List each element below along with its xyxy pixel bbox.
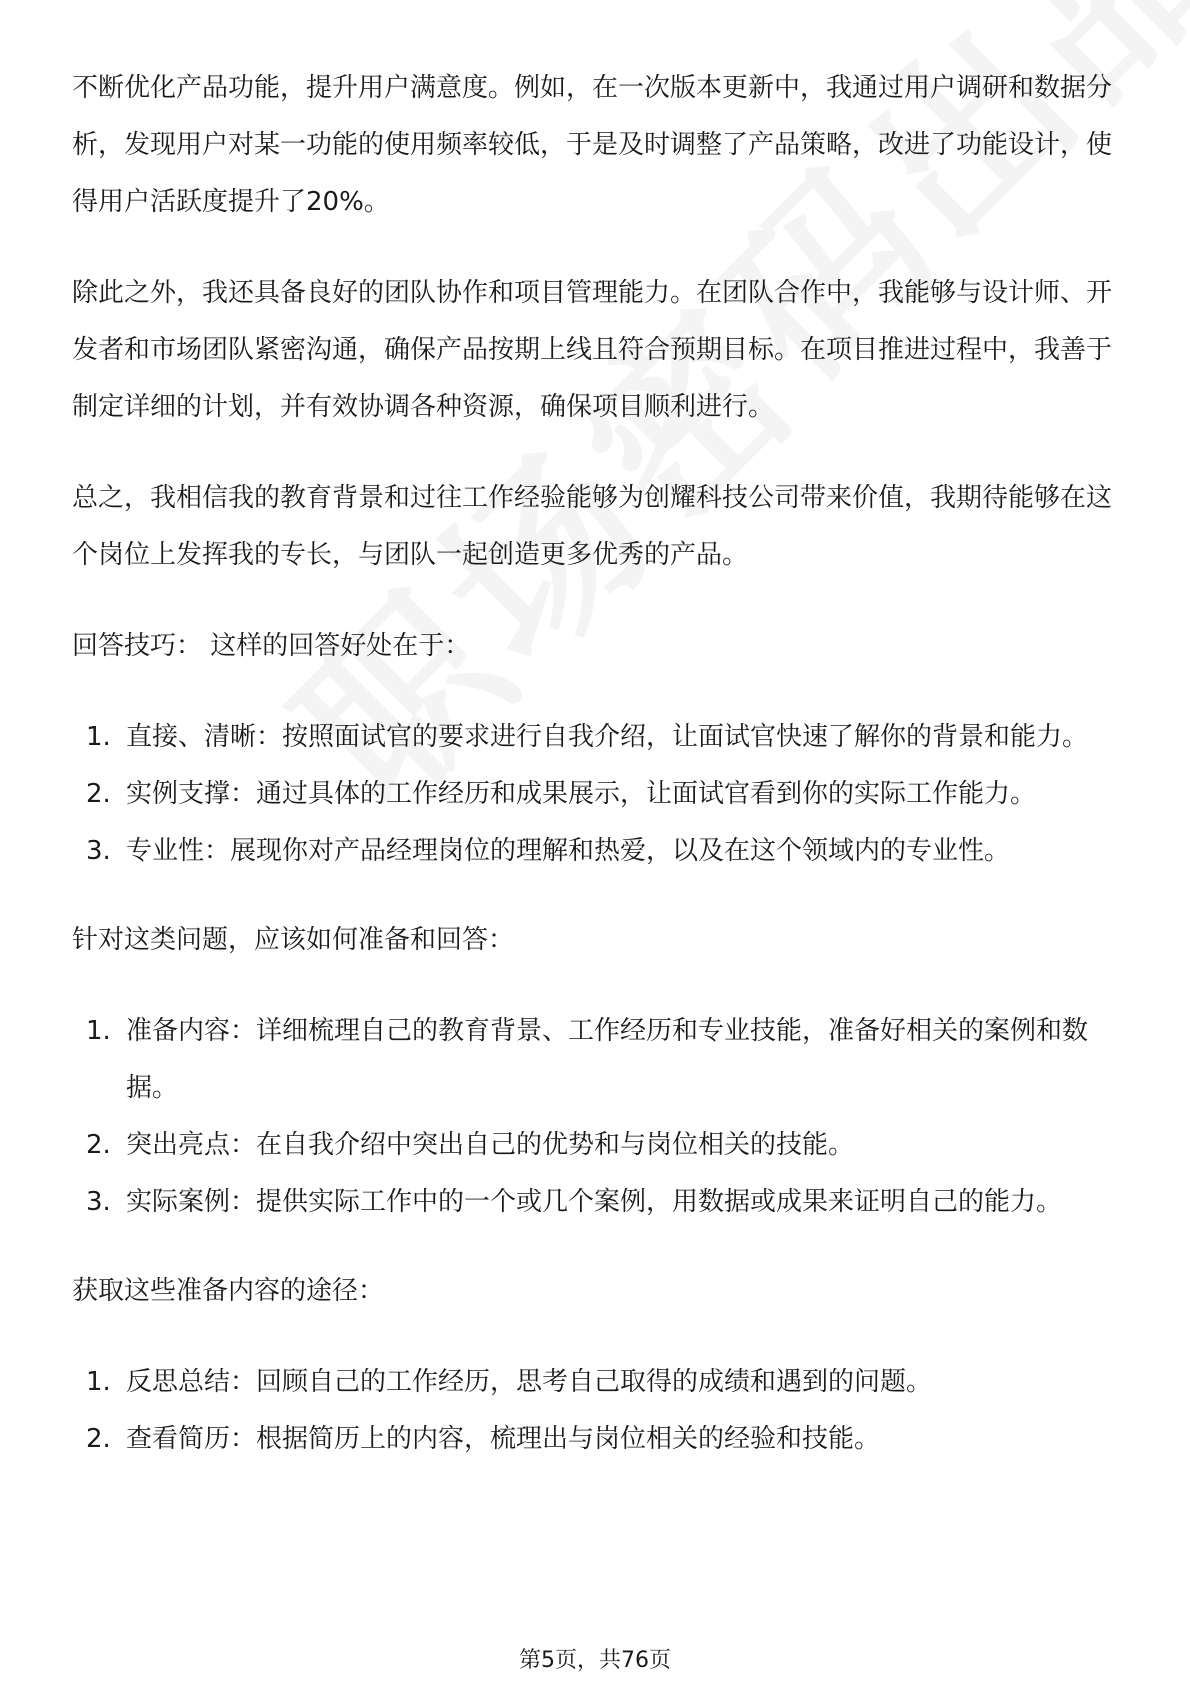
list-item	[72, 766, 1122, 823]
tips-list	[72, 709, 1122, 880]
list-item	[72, 1411, 1122, 1468]
list-number: 3.	[86, 1187, 111, 1217]
list-text: 查看简历：根据简历上的内容，梳理出与岗位相关的经验和技能。	[126, 1424, 881, 1454]
prep-list	[72, 1003, 1122, 1231]
prep-heading: 针对这类问题，应该如何准备和回答：	[72, 925, 515, 955]
list-number: 1.	[86, 1016, 111, 1046]
list-text: 准备内容：详细梳理自己的教育背景、工作经历和专业技能，准备好相关的案例和数据。	[126, 1016, 1089, 1103]
list-number: 3.	[86, 836, 111, 866]
source-heading: 获取这些准备内容的途径：	[72, 1276, 385, 1306]
list-text: 突出亮点：在自我介绍中突出自己的优势和与岗位相关的技能。	[126, 1130, 855, 1160]
list-text: 专业性：展现你对产品经理岗位的理解和热爱，以及在这个领域内的专业性。	[126, 836, 1011, 866]
list-text: 直接、清晰：按照面试官的要求进行自我介绍，让面试官快速了解你的背景和能力。	[126, 722, 1089, 752]
list-number: 2.	[86, 1130, 111, 1160]
sources-list	[72, 1354, 1122, 1468]
list-item	[72, 823, 1122, 880]
list-item	[72, 1354, 1122, 1411]
list-item	[72, 1174, 1122, 1231]
list-text: 实例支撑：通过具体的工作经历和成果展示，让面试官看到你的实际工作能力。	[126, 779, 1037, 809]
list-item	[72, 1003, 1122, 1117]
list-text: 反思总结：回顾自己的工作经历，思考自己取得的成绩和遇到的问题。	[126, 1367, 933, 1397]
list-number: 1.	[86, 722, 111, 752]
list-item	[72, 709, 1122, 766]
page-content	[72, 60, 1122, 1500]
list-number: 1.	[86, 1367, 111, 1397]
paragraph-product-optimization: 不断优化产品功能，提升用户满意度。例如，在一次版本更新中，我通过用户调研和数据分析，发现用户对某一功能的使用频率较低，于是及时调整了产品策略，改进了功能设计，使得用户活跃度提升了20%。	[72, 73, 1113, 217]
paragraph-conclusion: 总之，我相信我的教育背景和过往工作经验能够为创耀科技公司带来价值，我期待能够在这个岗位上发挥我的专长，与团队一起创造更多优秀的产品。	[72, 483, 1113, 570]
page-number-footer: 第5页，共76页	[519, 1648, 671, 1673]
list-text: 实际案例：提供实际工作中的一个或几个案例，用数据或成果来证明自己的能力。	[126, 1187, 1063, 1217]
tips-heading: 回答技巧： 这样的回答好处在于：	[72, 631, 471, 661]
paragraph-team-collaboration: 除此之外，我还具备良好的团队协作和项目管理能力。在团队合作中，我能够与设计师、开发者和市场团队紧密沟通，确保产品按期上线且符合预期目标。在项目推进过程中，我善于制定详细的计划，并有效协调各种资源，确保项目顺利进行。	[72, 278, 1113, 422]
list-item	[72, 1117, 1122, 1174]
list-number: 2.	[86, 1424, 111, 1454]
list-number: 2.	[86, 779, 111, 809]
